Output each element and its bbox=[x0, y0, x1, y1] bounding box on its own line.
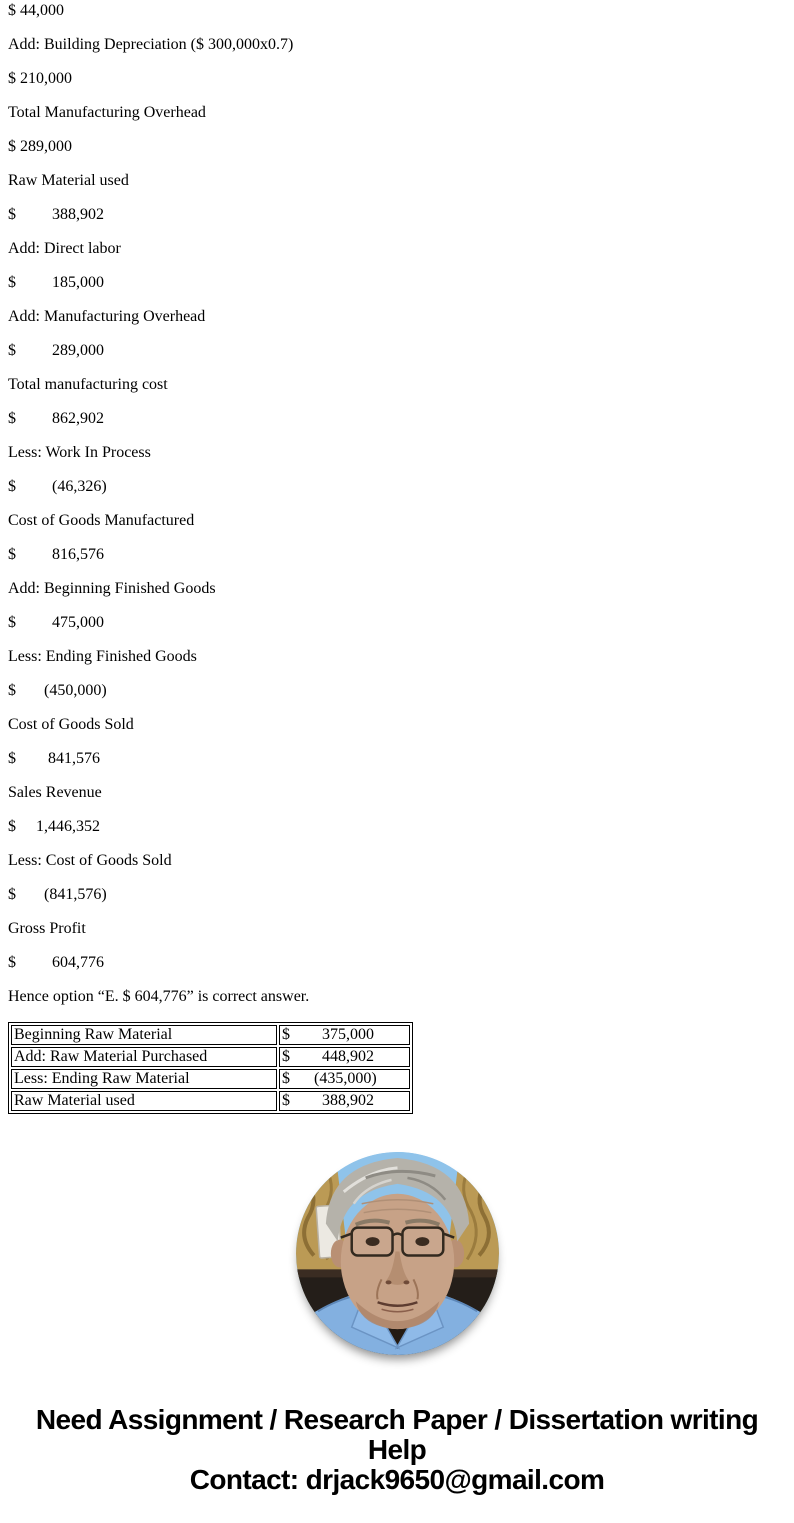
text-line: Total Manufacturing Overhead bbox=[8, 104, 206, 121]
row-label: Beginning Raw Material bbox=[11, 1025, 277, 1045]
row-value: $ 388,902 bbox=[279, 1091, 410, 1111]
text-line: $ 604,776 bbox=[8, 954, 104, 971]
profile-photo bbox=[296, 1152, 499, 1355]
text-line: $ 841,576 bbox=[8, 750, 100, 767]
text-line: Add: Beginning Finished Goods bbox=[8, 580, 216, 597]
text-line: Hence option “E. $ 604,776” is correct answer. bbox=[8, 988, 310, 1005]
table-row bbox=[11, 1091, 410, 1111]
avatar-row bbox=[8, 1152, 786, 1355]
text-line: Add: Direct labor bbox=[8, 240, 121, 257]
text-line: $ 44,000 bbox=[8, 2, 64, 19]
row-label: Raw Material used bbox=[11, 1091, 277, 1111]
text-line: Total manufacturing cost bbox=[8, 376, 168, 393]
raw-material-table bbox=[8, 1022, 413, 1114]
text-line: $ 1,446,352 bbox=[8, 818, 100, 835]
text-line: $ 185,000 bbox=[8, 274, 104, 291]
row-label: Add: Raw Material Purchased bbox=[11, 1047, 277, 1067]
text-line: Gross Profit bbox=[8, 920, 86, 937]
help-heading: Need Assignment / Research Paper / Dissertation writing Help bbox=[35, 1404, 759, 1465]
eyes bbox=[365, 1237, 379, 1246]
raw-material-table-body bbox=[11, 1025, 410, 1111]
contact-email: Contact: drjack9650@gmail.com bbox=[189, 1464, 605, 1495]
text-line: $ 289,000 bbox=[8, 342, 104, 359]
text-line: Less: Ending Finished Goods bbox=[8, 648, 197, 665]
text-line: Sales Revenue bbox=[8, 784, 102, 801]
person-illustration bbox=[296, 1152, 499, 1355]
row-value: $ 375,000 bbox=[279, 1025, 410, 1045]
table-row bbox=[11, 1069, 410, 1089]
text-line: $ (46,326) bbox=[8, 478, 107, 495]
text-line: $ (841,576) bbox=[8, 886, 107, 903]
text-line: Add: Manufacturing Overhead bbox=[8, 308, 206, 325]
text-line: Less: Work In Process bbox=[8, 444, 151, 461]
text-line: $ 475,000 bbox=[8, 614, 104, 631]
footer bbox=[8, 1405, 786, 1495]
table-row bbox=[11, 1025, 410, 1045]
text-line: $ 388,902 bbox=[8, 206, 104, 223]
row-value: $ (435,000) bbox=[279, 1069, 410, 1089]
text-line: Less: Cost of Goods Sold bbox=[8, 852, 172, 869]
text-line: Cost of Goods Sold bbox=[8, 716, 134, 733]
table-row bbox=[11, 1047, 410, 1067]
text-line: $ 289,000 bbox=[8, 138, 72, 155]
calculation-lines bbox=[8, 2, 786, 1006]
text-line: Raw Material used bbox=[8, 172, 129, 189]
text-line: $ 862,902 bbox=[8, 410, 104, 427]
row-value: $ 448,902 bbox=[279, 1047, 410, 1067]
text-line: $ 210,000 bbox=[8, 70, 72, 87]
text-line: $ (450,000) bbox=[8, 682, 107, 699]
text-line: Cost of Goods Manufactured bbox=[8, 512, 195, 529]
text-line: $ 816,576 bbox=[8, 546, 104, 563]
row-label: Less: Ending Raw Material bbox=[11, 1069, 277, 1089]
text-line: Add: Building Depreciation ($ 300,000x0.7) bbox=[8, 36, 294, 53]
